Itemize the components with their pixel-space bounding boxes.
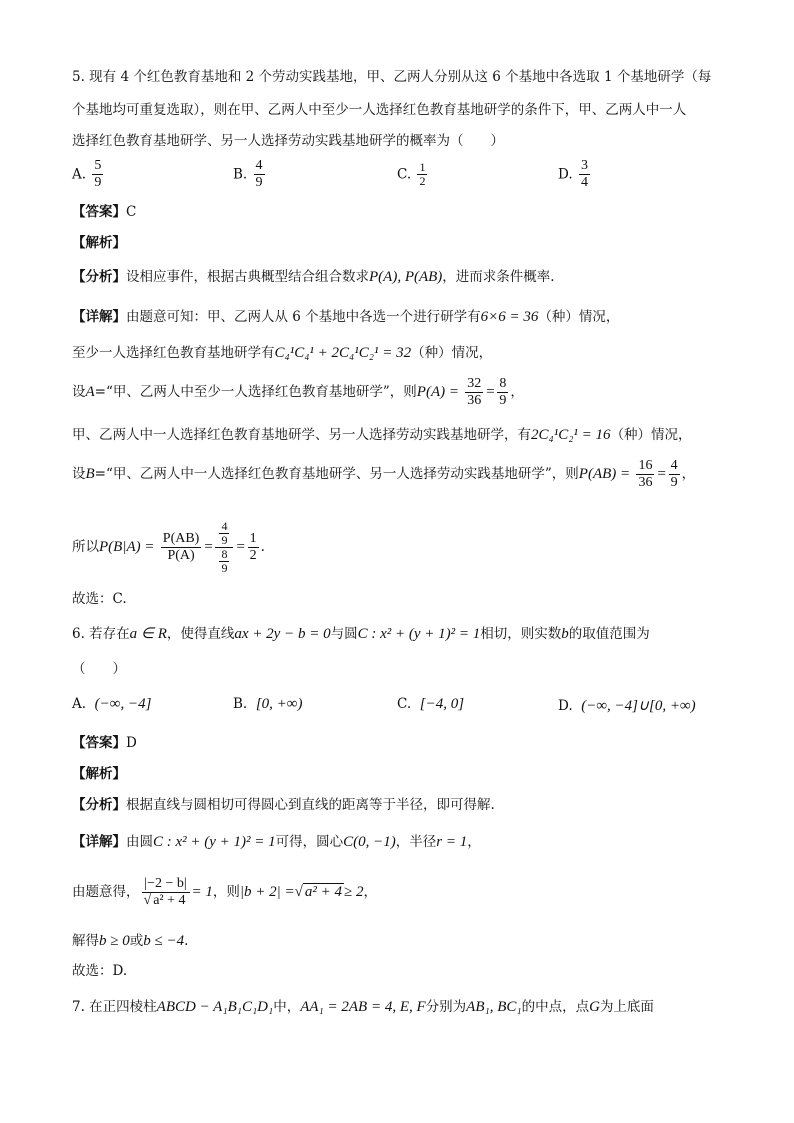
fraction: $\frac{16}{36}$ (638, 458, 653, 490)
fraction: $\frac{1}{2}$ (419, 160, 426, 188)
q5-answer: 【答案】C (72, 204, 137, 220)
q6-option-c: C. [−4, 0] (397, 696, 465, 712)
q5-detail-line6: 所以P(B|A) = $\frac{P(AB)}{P(A)}$ = $\frac{\frac{4}{9}}{\frac{8}{9}}$ = $\frac{1}{2}$ . (72, 519, 265, 575)
q5-analysis-tag: 【解析】 (72, 235, 126, 251)
q6-option-a: A. (−∞, −4] (72, 696, 152, 712)
q6-option-b: B. [0, +∞) (233, 696, 303, 712)
fraction: $\frac{5}{9}$ (94, 158, 102, 190)
q6-stem-line2: （ ） (72, 661, 126, 677)
q5-choose: 故选：C. (72, 591, 127, 607)
q5-fenxi: 【分析】设相应事件，根据古典概型结合组合数求P(A), P(AB)，进而求条件概率. (72, 269, 555, 285)
q6-detail-line2: 由题意得， $\frac{|-2 - b|}{\text{√ a² + 4}}$ = 1，则|b + 2| =√ a² + 4 ≥ 2， (72, 876, 377, 908)
q5-detail-line5: 设B=“甲、乙两人中一人选择红色教育基地研学、另一人选择劳动实践基地研学”，则P(AB) = $\frac{16}{36}$ = $\frac{4}{9}$ ， (72, 458, 696, 490)
fraction: $\frac{4}{9}$ (255, 158, 263, 190)
q6-analysis-tag: 【解析】 (72, 766, 126, 782)
q5-stem-line2: 个基地均可重复选取），则在甲、乙两人中至少一人选择红色教育基地研学的条件下，甲、乙两人中一人 (72, 102, 687, 118)
q5-stem-line3: 选择红色教育基地研学、另一人选择劳动实践基地研学的概率为（ ） (72, 133, 504, 149)
q6-choose: 故选：D. (72, 963, 128, 979)
q5-stem-line1: 5. 现有 4 个红色教育基地和 2 个劳动实践基地，甲、乙两人分别从这 6 个基地中各选取 1 个基地研学（每 (72, 69, 712, 85)
q5-option-d: D. $\frac{3}{4}$ (558, 158, 588, 190)
q6-detail-line3: 解得b ≥ 0或b ≤ −4. (72, 933, 189, 949)
q5-detail-line3: 设A=“甲、乙两人中至少一人选择红色教育基地研学”，则P(A) = $\frac{32}{36}$ = $\frac{8}{9}$ ， (72, 376, 524, 408)
fraction: $\frac{|-2 - b|}{\text{√ a² + 4}}$ (142, 876, 190, 909)
q6-answer: 【答案】D (72, 735, 137, 751)
q6-detail-line1: 【详解】由圆C : x² + (y + 1)² = 1可得，圆心C(0, −1)，半径r = 1， (72, 834, 481, 850)
fraction: $\frac{8}{9}$ (499, 376, 507, 408)
fraction: $\frac{1}{2}$ (249, 531, 257, 563)
fraction: $\frac{32}{36}$ (467, 376, 482, 408)
fraction: $\frac{3}{4}$ (580, 158, 588, 190)
q5-option-c: C. $\frac{1}{2}$ (397, 160, 426, 188)
q5-detail-line4: 甲、乙两人中一人选择红色教育基地研学、另一人选择劳动实践基地研学，有2C₄¹C₂¹ = 16（种）情况， (72, 427, 692, 443)
q5-detail-line1: 【详解】由题意可知：甲、乙两人从 6 个基地中各选一个进行研学有6×6 = 36（种）情况， (72, 309, 620, 325)
q5-option-a: A. $\frac{5}{9}$ (72, 158, 102, 190)
compound-fraction: $\frac{\frac{4}{9}}{\frac{8}{9}}$ (215, 520, 233, 575)
q6-stem-line1: 6. 若存在a ∈ R，使得直线ax + 2y − b = 0与圆C : x² + (y + 1)² = 1相切，则实数b的取值范围为 (72, 626, 650, 642)
q5-option-b: B. $\frac{4}{9}$ (233, 158, 263, 190)
q6-fenxi: 【分析】根据直线与圆相切可得圆心到直线的距离等于半径，即可得解. (72, 797, 495, 813)
q6-option-d: D. (−∞, −4]∪[0, +∞) (558, 698, 696, 714)
q5-detail-line2: 至少一人选择红色教育基地研学有C₄¹C₄¹ + 2C₄¹C₂¹ = 32（种）情况， (72, 345, 493, 361)
q7-stem-line1: 7. 在正四棱柱ABCD − A₁B₁C₁D₁中，AA₁ = 2AB = 4, E, F分别为AB₁, BC₁的中点，点G为上底面 (72, 999, 654, 1015)
fraction: $\frac{P(AB)}{P(A)}$ (162, 531, 200, 563)
fraction: $\frac{4}{9}$ (670, 458, 678, 490)
